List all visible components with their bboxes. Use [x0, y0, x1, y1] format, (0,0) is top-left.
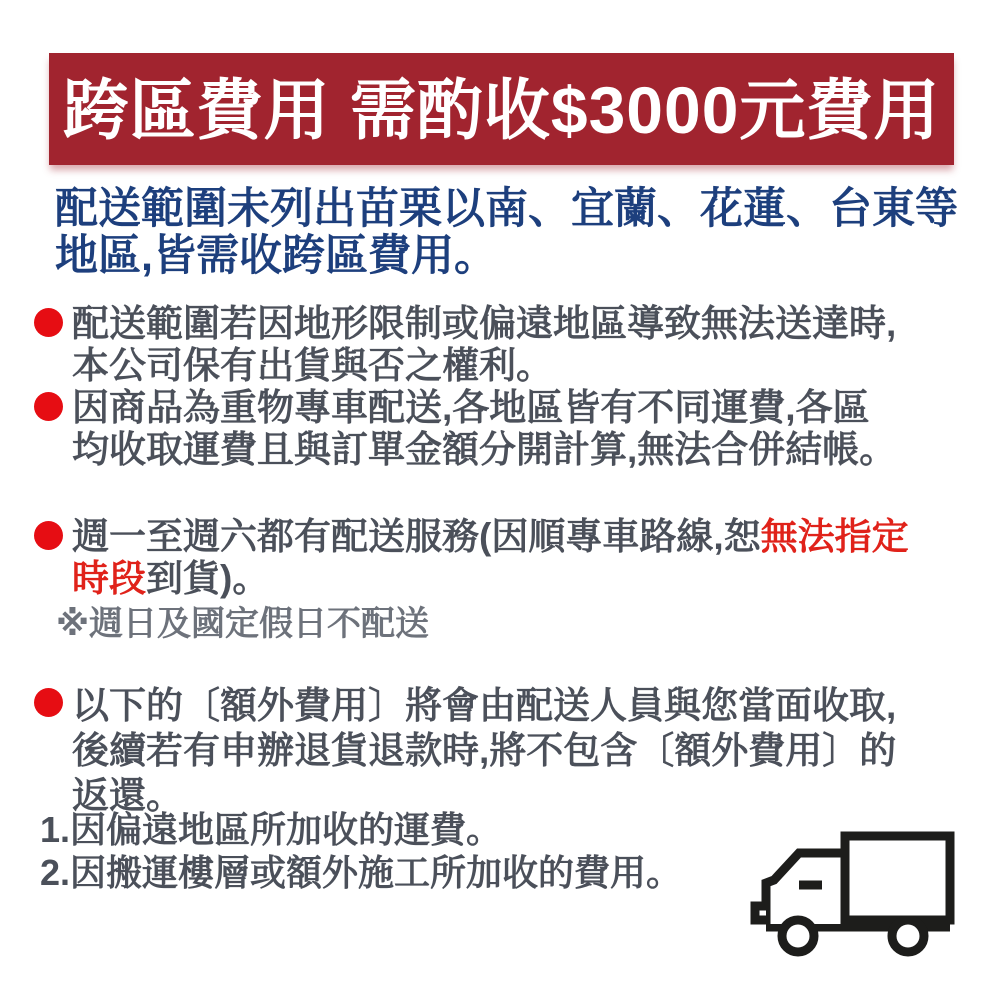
- intro-line: 配送範圍未列出苗栗以南、宜蘭、花蓮、台東等: [55, 185, 958, 233]
- highlight-text: 時段: [72, 558, 146, 599]
- bullet-item-schedule: [34, 516, 974, 600]
- intro-line: 地區,皆需收跨區費用。: [55, 232, 497, 280]
- highlight-text: 無法指定: [760, 516, 909, 557]
- bullet-line: 均收取運費且與訂單金額分開計算,無法合併結帳。: [72, 429, 897, 470]
- notice-list-extra-fee: [34, 683, 974, 818]
- delivery-truck-icon: [750, 812, 968, 967]
- red-dot-bullet-icon: [34, 688, 63, 717]
- bullet-line: 配送範圍若因地形限制或偏遠地區導致無法送達時,: [72, 303, 897, 344]
- bullet-item-extra-fee: [34, 683, 974, 818]
- banner-title: 跨區費用 需酌收$3000元費用: [49, 53, 954, 165]
- bullet-line: 返還。: [72, 775, 183, 816]
- numbered-item: 2.因搬運樓層或額外施工所加收的費用。: [40, 852, 683, 893]
- bullet-line: [72, 558, 974, 600]
- bullet-line: 因商品為重物專車配送,各地區皆有不同運費,各區: [72, 387, 870, 428]
- bullet-line: 以下的〔額外費用〕將會由配送人員與您當面收取,: [72, 685, 897, 726]
- red-dot-bullet-icon: [34, 392, 63, 421]
- bullet-line: [72, 516, 974, 558]
- bullet-line: 本公司保有出貨與否之權利。: [72, 345, 553, 386]
- intro-text: [55, 186, 965, 280]
- extra-fee-items: [40, 808, 682, 894]
- notice-list-schedule: [34, 516, 974, 600]
- bullet-item-freight: [34, 387, 974, 471]
- bullet-line: 後續若有申辦退貨退款時,將不包含〔額外費用〕的: [72, 730, 897, 771]
- schedule-text: 到貨)。: [146, 558, 270, 599]
- holiday-note: ※週日及國定假日不配送: [56, 605, 430, 643]
- red-dot-bullet-icon: [34, 308, 63, 337]
- schedule-text: 週一至週六都有配送服務(因順專車路線,恕: [72, 516, 761, 557]
- numbered-item: 1.因偏遠地區所加收的運費。: [40, 809, 503, 850]
- red-dot-bullet-icon: [34, 521, 63, 550]
- bullet-item-terrain: [34, 303, 974, 387]
- notice-list-delivery: [34, 303, 974, 471]
